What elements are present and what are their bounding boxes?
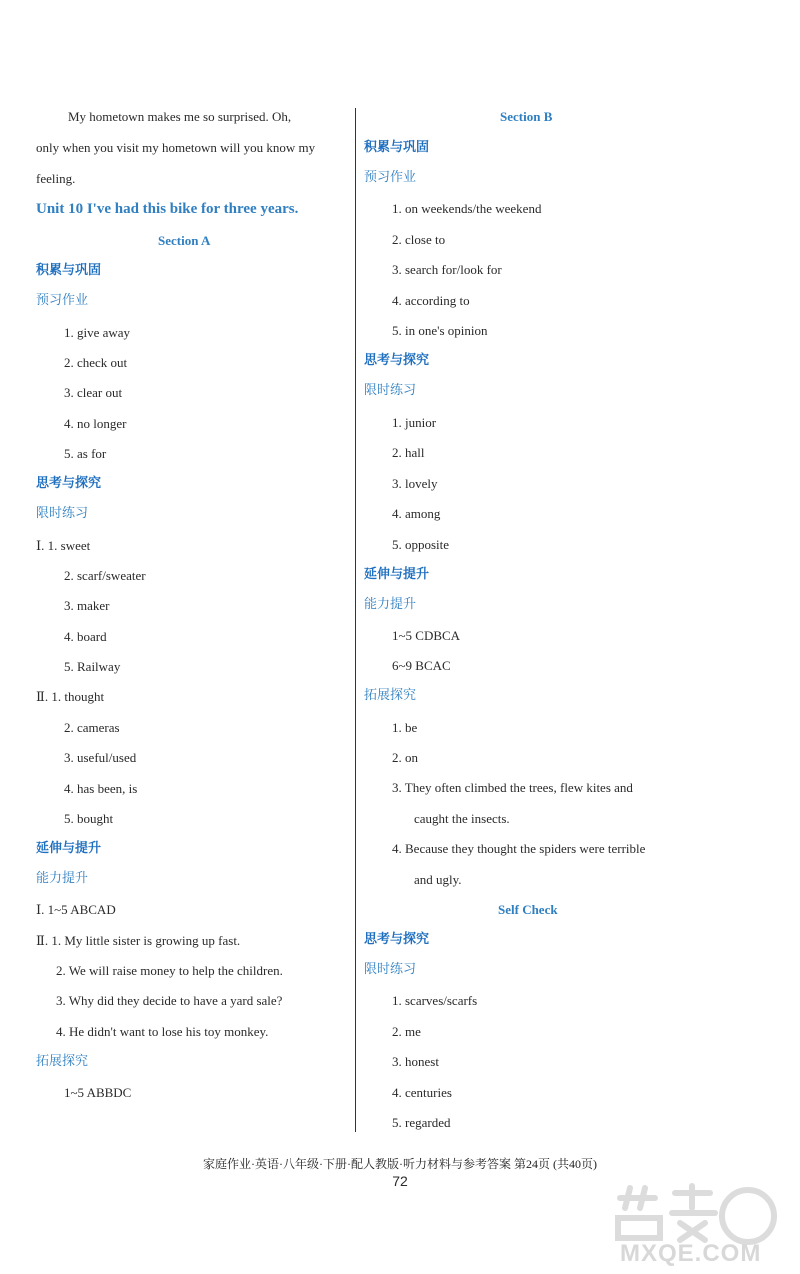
answer-item: 3. Why did they decide to have a yard sale? — [56, 993, 283, 1008]
answer-item: 3. useful/used — [64, 750, 137, 765]
answer-item: 2. cameras — [64, 720, 120, 735]
answer-item: 2. me — [392, 1024, 421, 1039]
answer-item: 2. We will raise money to help the children. — [56, 963, 283, 978]
answer-item: 5. regarded — [392, 1115, 451, 1130]
answer-item: 3. maker — [64, 598, 110, 613]
answer-item: 5. opposite — [392, 537, 450, 552]
page-number: 72 — [392, 1173, 408, 1189]
answer-item: 4. no longer — [64, 416, 127, 431]
subcategory-label: 拓展探究 — [36, 1054, 89, 1069]
category-label: 积累与巩固 — [36, 263, 102, 278]
answer-item: 2. check out — [64, 355, 128, 370]
answer-item: 4. He didn't want to lose his toy monkey. — [56, 1024, 269, 1039]
answer-item: 4. among — [392, 506, 441, 521]
category-label: 思考与探究 — [364, 932, 430, 947]
category-label: 积累与巩固 — [364, 140, 430, 155]
subcategory-label: 限时练习 — [364, 962, 417, 977]
answer-item: 1. scarves/scarfs — [392, 993, 478, 1008]
answer-item: 1. give away — [64, 325, 131, 340]
self-check-heading: Self Check — [498, 902, 558, 917]
subcategory-label: 限时练习 — [364, 383, 417, 398]
answer-item: and ugly. — [414, 872, 462, 887]
subcategory-label: 能力提升 — [36, 871, 89, 886]
subcategory-label: 能力提升 — [364, 597, 417, 612]
watermark-site: MXQE.COM — [620, 1240, 762, 1267]
paragraph-line: My hometown makes me so surprised. Oh, — [68, 109, 292, 124]
answer-item: 5. Railway — [64, 659, 121, 674]
answer-item: 1. junior — [392, 415, 437, 430]
answer-item: caught the insects. — [414, 811, 510, 826]
category-label: 延伸与提升 — [36, 841, 102, 856]
answer-item: Ⅱ. 1. My little sister is growing up fast. — [36, 933, 241, 948]
answer-item: 4. has been, is — [64, 781, 138, 796]
answer-item: 3. honest — [392, 1054, 439, 1069]
answer-item: Ⅱ. 1. thought — [36, 689, 105, 704]
paragraph-line: only when you visit my hometown will you know my — [36, 140, 316, 155]
answer-item: 1. be — [392, 720, 418, 735]
subcategory-label: 拓展探究 — [364, 688, 417, 703]
section-a-heading: Section A — [158, 233, 211, 248]
subcategory-label: 预习作业 — [364, 170, 417, 185]
answer-item: 6~9 BCAC — [392, 658, 451, 673]
answer-item: 1~5 CDBCA — [392, 628, 461, 643]
category-label: 思考与探究 — [364, 353, 430, 368]
answer-item: 5. as for — [64, 446, 107, 461]
answer-item: 2. hall — [392, 445, 425, 460]
subcategory-label: 限时练习 — [36, 506, 89, 521]
answer-item: 2. close to — [392, 232, 446, 247]
answer-item: 3. They often climbed the trees, flew kites and — [392, 780, 633, 795]
unit-title: Unit 10 I've had this bike for three years. — [36, 201, 299, 217]
answer-item: Ⅰ. 1. sweet — [36, 538, 91, 553]
answer-item: 2. scarf/sweater — [64, 568, 146, 583]
column-divider — [355, 108, 356, 1132]
answer-item: 3. clear out — [64, 385, 123, 400]
category-label: 延伸与提升 — [364, 567, 430, 582]
page-footer: 家庭作业·英语·八年级·下册·配人教版·听力材料与参考答案 第24页 (共40页) — [203, 1157, 597, 1171]
subcategory-label: 预习作业 — [36, 293, 89, 308]
answer-item: 1~5 ABBDC — [64, 1085, 132, 1100]
category-label: 思考与探究 — [36, 476, 102, 491]
answer-item: 5. in one's opinion — [392, 323, 488, 338]
answer-item: 1. on weekends/the weekend — [392, 201, 542, 216]
answer-item: 5. bought — [64, 811, 114, 826]
section-b-heading: Section B — [500, 109, 553, 124]
answer-item: 2. on — [392, 750, 418, 765]
answer-item: 4. centuries — [392, 1085, 452, 1100]
answer-item: Ⅰ. 1~5 ABCAD — [36, 902, 116, 917]
answer-item: 4. according to — [392, 293, 470, 308]
answer-item: 3. lovely — [392, 476, 438, 491]
answer-item: 4. Because they thought the spiders were terrible — [392, 841, 646, 856]
answer-item: 3. search for/look for — [392, 262, 502, 277]
answer-item: 4. board — [64, 629, 107, 644]
paragraph-line: feeling. — [36, 171, 76, 186]
